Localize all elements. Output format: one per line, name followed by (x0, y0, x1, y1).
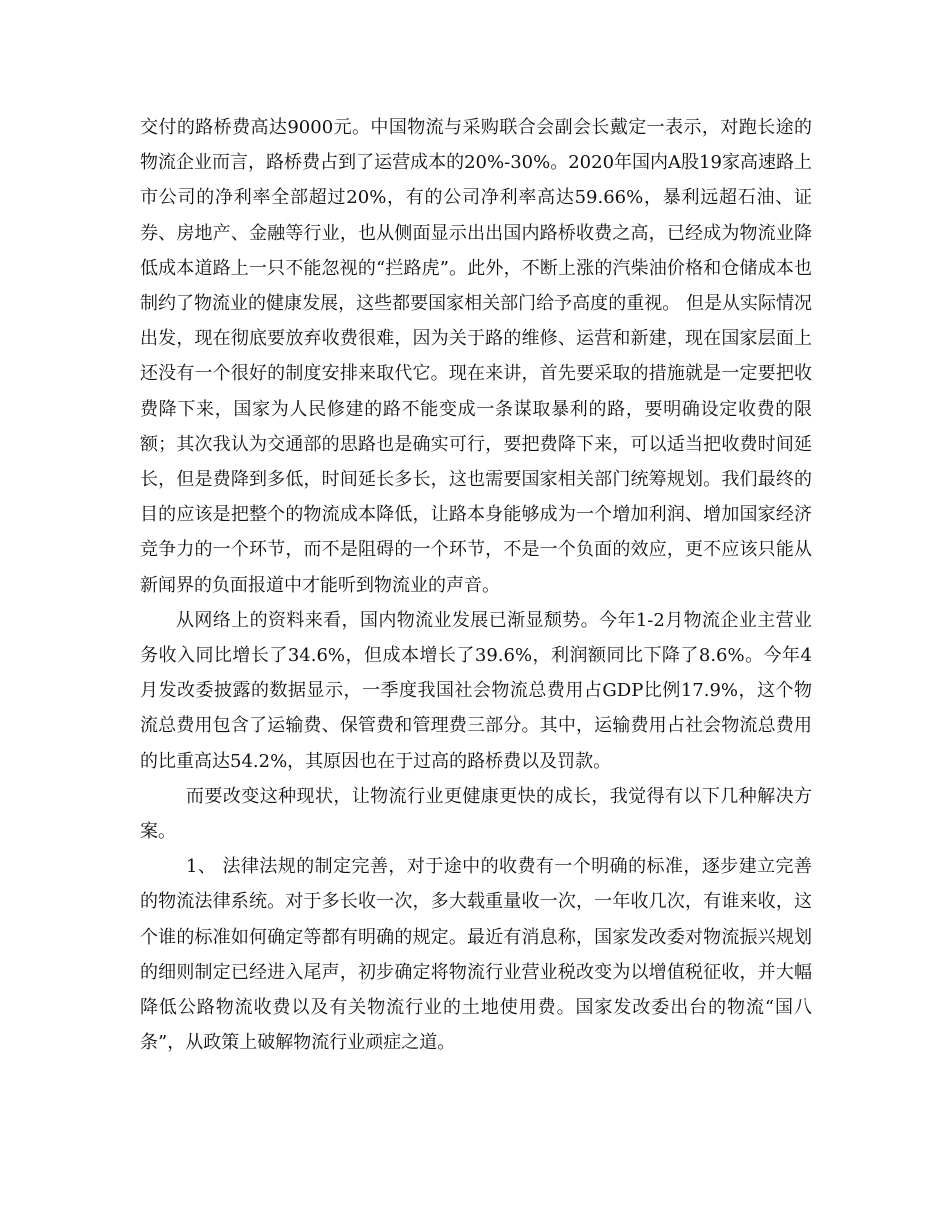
paragraph-logistics-decline: 从网络上的资料来看，国内物流业发展已渐显颓势。今年1-2月物流企业主营业务收入同比增长了34.6%，但成本增长了39.6%，利润额同比下降了8.6%。今年4月发改委披露的数据显示，一季度我国社会物流总费用占GDP比例17.9%，这个物流总费用包含了运输费、保管费和管理费三部分。其中，运输费用占社会物流总费用的比重高达54.2%，其原因也在于过高的路桥费以及罚款。 (140, 609, 812, 772)
document-body (140, 110, 812, 1060)
paragraph-solution-1-laws: 1、 法律法规的制定完善，对于途中的收费有一个明确的标准，逐步建立完善的物流法律系统。对于多长收一次，多大载重量收一次，一年收几次，有谁来收，这个谁的标准如何确定等都有明确的规定。最近有消息称，国家发改委对物流振兴规划的细则制定已经进入尾声，初步确定将物流行业营业税改变为以增值税征收，并大幅降低公路物流收费以及有关物流行业的土地使用费。国家发改委出台的物流“国八条”，从政策上破解物流行业顽症之道。 (140, 856, 812, 1054)
paragraph-road-toll-costs: 交付的路桥费高达9000元。中国物流与采购联合会副会长戴定一表示，对跑长途的物流企业而言，路桥费占到了运营成本的20%-30%。2020年国内A股19家高速路上市公司的净利率全部超过20%，有的公司净利率高达59.66%，暴利远超石油、证券、房地产、金融等行业，也从侧面显示出出国内路桥收费之高，已经成为物流业降低成本道路上一只不能忽视的“拦路虎”。此外，不断上涨的汽柴油价格和仓储成本也制约了物流业的健康发展，这些都要国家相关部门给予高度的重视。 但是从实际情况出发，现在彻底要放弃收费很难，因为关于路的维修、运营和新建，现在国家层面上还没有一个很好的制度安排来取代它。现在来讲，首先要采取的措施就是一定要把收费降下来，国家为人民修建的路不能变成一条谋取暴利的路，要明确设定收费的限额；其次我认为交通部的思路也是确实可行，要把费降下来，可以适当把收费时间延长，但是费降到多低，时间延长多长，这也需要国家相关部门统筹规划。我们最终的目的应该是把整个的物流成本降低，让路本身能够成为一个增加利润、增加国家经济竞争力的一个环节，而不是阻碍的一个环节，不是一个负面的效应，更不应该只能从新闻界的负面报道中才能听到物流业的声音。 (140, 117, 812, 596)
paragraph-solutions-intro: 而要改变这种现状，让物流行业更健康更快的成长，我觉得有以下几种解决方案。 (140, 785, 812, 843)
